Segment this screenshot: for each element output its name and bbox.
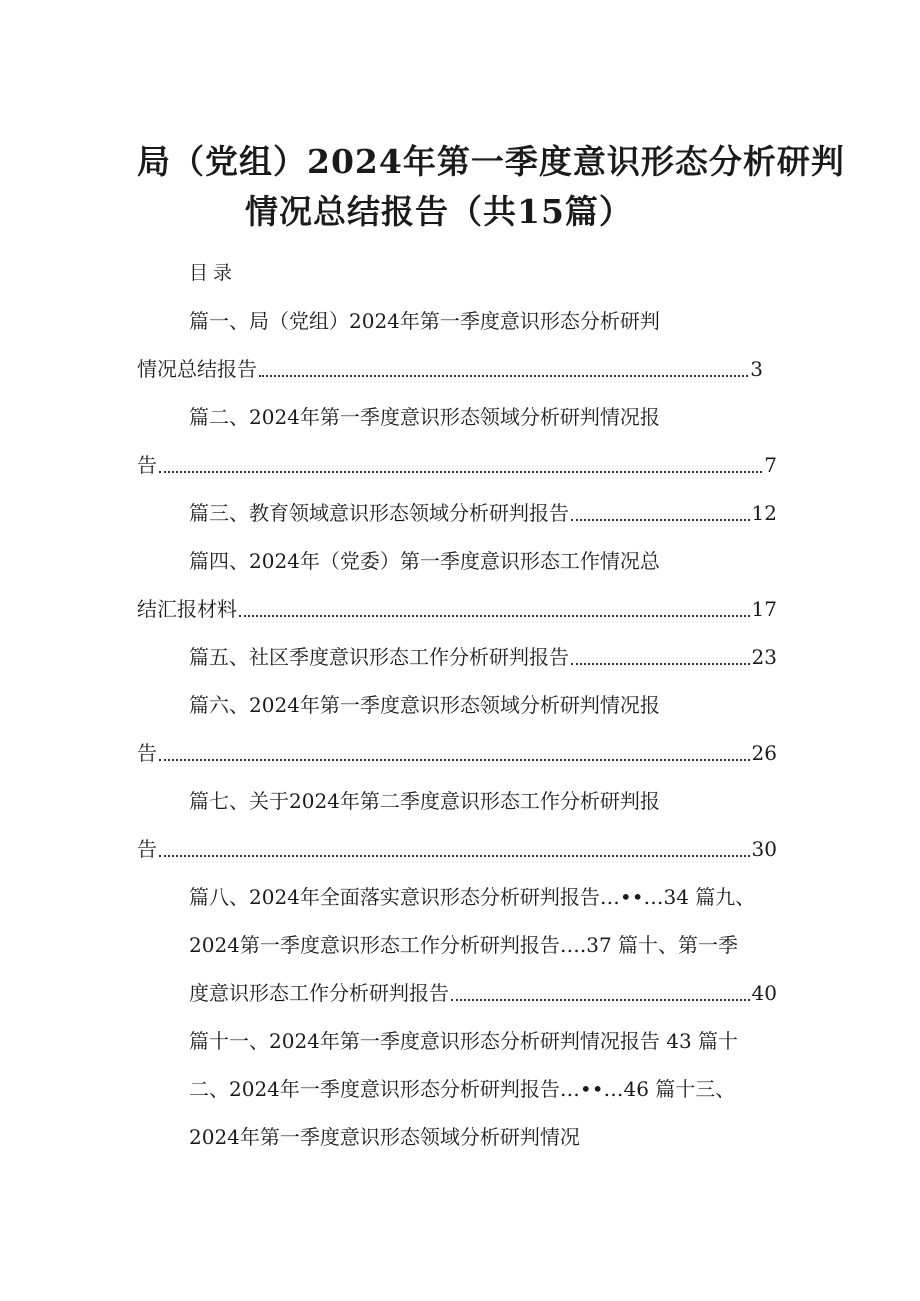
toc-entry[interactable]: [189, 642, 777, 672]
toc-line: 篇四、2024年（党委）第一季度意识形态工作情况总: [189, 549, 660, 573]
toc-line: 篇一、局（党组）2024年第一季度意识形态分析研判: [189, 309, 660, 333]
toc-page-number: 17: [751, 597, 777, 621]
toc-leader-dots: [159, 759, 750, 761]
toc-leader-dots: [451, 999, 750, 1001]
toc-leader-dots: [571, 663, 750, 665]
document-title-line-1: 局（党组）2024年第一季度意识形态分析研判: [137, 142, 845, 181]
toc-entry-title: 度意识形态工作分析研判报告: [189, 981, 449, 1005]
toc-leader-dots: [259, 375, 748, 377]
toc-page-number: 12: [751, 501, 777, 525]
toc-leader-dots: [159, 855, 750, 857]
toc-entry-title: 告: [137, 837, 157, 861]
toc-line: 2024第一季度意识形态工作分析研判报告….37 篇十、第一季: [189, 933, 739, 957]
toc-line: 二、2024年一季度意识形态分析研判报告…••…46 篇十三、: [189, 1077, 736, 1101]
toc-entry[interactable]: [189, 978, 777, 1008]
toc-leader-dots: [239, 615, 750, 617]
toc-line: 篇八、2024年全面落实意识形态分析研判报告…••…34 篇九、: [189, 885, 756, 909]
toc-entry-title: 结汇报材料: [137, 597, 237, 621]
toc-entry-title: 篇三、教育领域意识形态领域分析研判报告: [189, 501, 569, 525]
toc-entry-title: 告: [137, 741, 157, 765]
toc-entry-title: 告: [137, 453, 157, 477]
toc-entry[interactable]: [137, 354, 763, 384]
toc-leader-dots: [571, 519, 750, 521]
toc-line: 篇六、2024年第一季度意识形态领域分析研判情况报: [189, 693, 660, 717]
toc-line: 篇十一、2024年第一季度意识形态分析研判情况报告 43 篇十: [189, 1029, 739, 1053]
toc-leader-dots: [159, 471, 762, 473]
toc-page-number: 7: [764, 453, 777, 477]
toc-line: 篇七、关于2024年第二季度意识形态工作分析研判报: [189, 789, 660, 813]
toc-entry[interactable]: [137, 450, 777, 480]
toc-line: 篇二、2024年第一季度意识形态领域分析研判情况报: [189, 405, 660, 429]
toc-page-number: 3: [750, 357, 763, 381]
toc-entry-title: 篇五、社区季度意识形态工作分析研判报告: [189, 645, 569, 669]
toc-entry-title: 情况总结报告: [137, 357, 257, 381]
toc-entry[interactable]: [137, 594, 777, 624]
toc-page-number: 23: [751, 645, 777, 669]
toc-page-number: 26: [751, 741, 777, 765]
document-title-line-2: 情况总结报告（共15篇）: [245, 192, 633, 231]
toc-page-number: 40: [751, 981, 777, 1005]
toc-entry[interactable]: [189, 498, 777, 528]
toc-line: 2024年第一季度意识形态领域分析研判情况: [189, 1125, 580, 1149]
toc-entry[interactable]: [137, 834, 777, 864]
toc-heading: 目录: [189, 262, 238, 284]
toc-page-number: 30: [751, 837, 777, 861]
toc-entry[interactable]: [137, 738, 777, 768]
